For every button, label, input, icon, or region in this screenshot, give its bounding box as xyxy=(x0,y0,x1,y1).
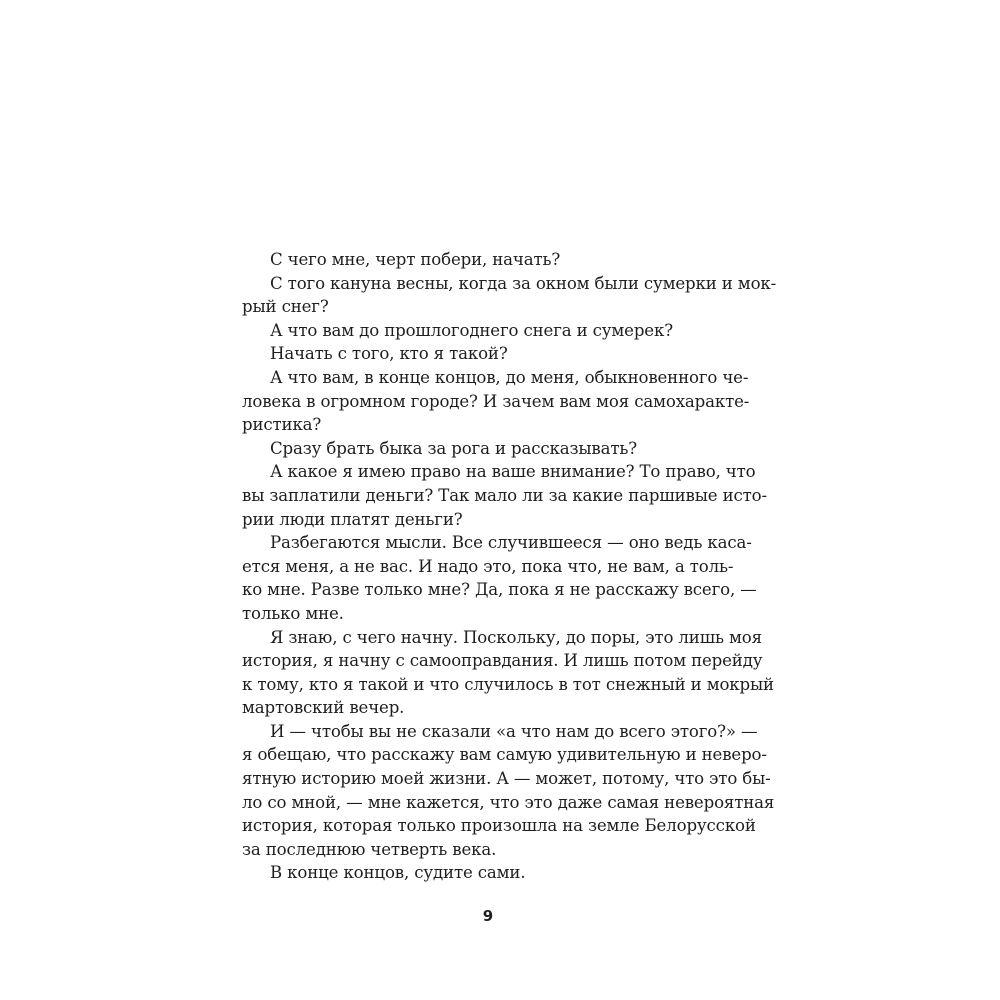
text-line: В конце концов, судите сами. xyxy=(270,863,526,883)
text-line: рии люди платят деньги? xyxy=(242,509,463,529)
paragraph-9 xyxy=(242,626,774,720)
text-line: ристика? xyxy=(242,415,322,435)
text-line: история, я начну с самооправдания. И лишь потом перейду xyxy=(242,651,763,671)
text-line: С того кануна весны, когда за окном были сумерки и мок- xyxy=(270,273,777,293)
paragraph-10 xyxy=(242,720,775,862)
text-line: И — чтобы вы не сказали «а что нам до всего этого?» — xyxy=(270,721,758,741)
text-line: ко мне. Разве только мне? Да, пока я не расскажу всего, — xyxy=(242,580,757,600)
text-line: А какое я имею право на ваше внимание? То право, что xyxy=(270,462,756,482)
paragraph-3 xyxy=(242,319,724,343)
text-line: ло со мной, — мне кажется, что это даже самая невероятная xyxy=(242,792,775,812)
text-line: ловека в огромном городе? И зачем вам моя самохарактe- xyxy=(242,391,750,411)
text-line: Разбегаются мысли. Все случившееся — оно ведь каса- xyxy=(270,533,752,553)
paragraph-1 xyxy=(242,248,724,272)
page-number: 9 xyxy=(482,907,494,925)
text-line: мартовский вечер. xyxy=(242,698,405,718)
text-line: за последнюю четверть века. xyxy=(242,839,497,859)
text-line: я обещаю, что расскажу вам самую удивительную и неверо- xyxy=(242,745,767,765)
text-line: вы заплатили деньги? Так мало ли за какие паршивые исто- xyxy=(242,485,767,505)
paragraph-4 xyxy=(242,342,724,366)
text-line: А что вам, в конце концов, до меня, обыкновенного че- xyxy=(270,367,749,387)
text-line: к тому, кто я такой и что случилось в тот снежный и мокрый xyxy=(242,674,774,694)
text-line: Сразу брать быка за рога и рассказывать? xyxy=(270,438,638,458)
paragraph-2 xyxy=(242,272,777,319)
text-line: С чего мне, черт побери, начать? xyxy=(270,250,561,269)
paragraph-7 xyxy=(242,460,767,531)
text-line: ется меня, а не вас. И надо это, пока что, не вам, а толь- xyxy=(242,556,734,576)
text-line: А что вам до прошлогоднего снега и сумерек? xyxy=(270,320,673,340)
paragraph-11 xyxy=(242,861,724,885)
text-line: только мне. xyxy=(242,603,344,623)
paragraph-6 xyxy=(242,437,724,461)
body-text xyxy=(242,248,777,885)
text-line: рый снег? xyxy=(242,297,329,317)
text-line: ятную историю моей жизни. А — может, потому, что это бы- xyxy=(242,769,771,789)
text-line: Я знаю, с чего начну. Поскольку, до поры, это лишь моя xyxy=(270,627,762,647)
paragraph-5 xyxy=(242,366,750,437)
paragraph-8 xyxy=(242,531,757,625)
text-line: история, которая только произошла на земле Белорусской xyxy=(242,816,756,836)
text-line: Начать с того, кто я такой? xyxy=(270,344,508,364)
